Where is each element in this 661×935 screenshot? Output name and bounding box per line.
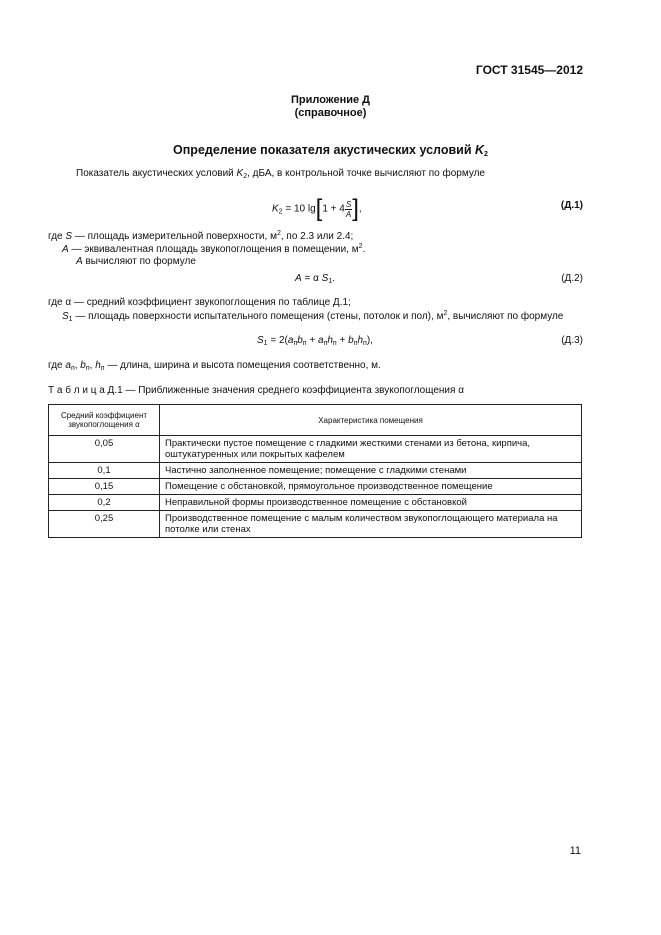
eq2-lhs: A bbox=[295, 273, 302, 284]
table-cell-description: Практически пустое помещение с гладкими жесткими стенами из бетона, кирпича, оштукатуренных или покрытых кафелем bbox=[160, 436, 582, 463]
eq3-close: ), bbox=[366, 335, 373, 346]
table-row bbox=[49, 511, 582, 538]
table-caption-label: Т а б л и ц а Д.1 bbox=[48, 385, 123, 396]
eq1-numerator: S bbox=[345, 199, 352, 209]
table-header-alpha: Средний коэффициент звукопоглощения α bbox=[49, 405, 160, 436]
where1-text2: — эквивалентная площадь звукопоглощения в помещении, м bbox=[68, 244, 359, 255]
document-code: ГОСТ 31545—2012 bbox=[475, 63, 583, 77]
where3-sh: п bbox=[100, 365, 105, 372]
where2-text2: — площадь поверхности испытательного помещения (стены, потолок и пол), м bbox=[72, 311, 444, 322]
where1-text: — площадь измерительной поверхности, м bbox=[72, 231, 277, 242]
where2-text: — средний коэффициент звукопоглощения по таблице Д.1; bbox=[71, 297, 351, 308]
table-cell-alpha: 0,2 bbox=[49, 495, 160, 511]
where3-a: a bbox=[65, 360, 71, 371]
table-cell-alpha: 0,1 bbox=[49, 463, 160, 479]
eq1-lhs-sub: 2 bbox=[278, 208, 283, 216]
eq2-sub: 1 bbox=[328, 278, 333, 285]
where2-sym: S bbox=[62, 311, 69, 322]
table-row bbox=[49, 463, 582, 479]
where2-post: , вычисляют по формуле bbox=[447, 311, 564, 322]
table-cell-description: Неправильной формы производственное помещение с обстановкой bbox=[160, 495, 582, 511]
eq3-s6: п bbox=[363, 340, 367, 347]
table-header-description: Характеристика помещения bbox=[160, 405, 582, 436]
eq2-sym: S bbox=[321, 273, 329, 284]
where1-line1 bbox=[48, 230, 353, 242]
intro-text: Показатель акустических условий bbox=[76, 168, 237, 179]
eq2-tail: . bbox=[332, 273, 335, 284]
equation-number-d2: (Д.2) bbox=[561, 273, 583, 284]
where1-sym-s: S bbox=[65, 231, 73, 242]
where3-prefix: где bbox=[48, 360, 66, 371]
intro-subscript: 2 bbox=[243, 173, 248, 180]
where1-sup: 2 bbox=[276, 230, 281, 237]
where3-text: — длина, ширина и высота помещения соответственно, м. bbox=[104, 360, 381, 371]
intro-text-end: , дБА, в контрольной точке вычисляют по формуле bbox=[247, 168, 485, 179]
eq1-tail: , bbox=[358, 203, 362, 215]
where2-line1 bbox=[48, 297, 351, 308]
where3-b: b bbox=[80, 360, 86, 371]
eq3-h2: h bbox=[357, 335, 364, 346]
table-cell-description: Производственное помещение с малым количеством звукопоглощающего материала на потолке или стенах bbox=[160, 511, 582, 538]
table-cell-alpha: 0,25 bbox=[49, 511, 160, 538]
equation-d1 bbox=[272, 195, 362, 223]
where3-h: h bbox=[95, 360, 101, 371]
equation-d2 bbox=[295, 273, 335, 285]
eq3-plus1: + bbox=[306, 335, 318, 346]
equation-d3 bbox=[257, 335, 373, 347]
eq1-lhs: K bbox=[272, 203, 279, 215]
eq2-mid: = α bbox=[301, 273, 322, 284]
eq3-a1: a bbox=[287, 335, 294, 346]
where1-prefix: где bbox=[48, 231, 66, 242]
equation-number-d1: (Д.1) bbox=[560, 200, 583, 211]
eq3-a2: a bbox=[318, 335, 324, 346]
paragraph-intro bbox=[76, 168, 485, 180]
table-caption bbox=[48, 385, 464, 396]
eq1-inner: 1 + 4 bbox=[322, 203, 345, 215]
eq1-denominator: A bbox=[345, 209, 352, 219]
appendix-title: Приложение Д bbox=[291, 94, 370, 106]
appendix-type: (справочное) bbox=[294, 107, 367, 119]
table-header-row bbox=[49, 405, 582, 436]
section-title-symbol: K bbox=[475, 143, 485, 157]
table-cell-alpha: 0,15 bbox=[49, 479, 160, 495]
where1-post2: . bbox=[362, 244, 366, 255]
table-row bbox=[49, 479, 582, 495]
eq1-open-bracket: [ bbox=[315, 195, 323, 222]
section-title bbox=[0, 143, 661, 158]
where2-prefix: где α bbox=[48, 297, 72, 308]
where3-c2: , bbox=[89, 360, 96, 371]
where1-sup2: 2 bbox=[358, 243, 363, 250]
section-title-text: Определение показателя акустических условий bbox=[173, 143, 472, 157]
table-cell-description: Частично заполненное помещение; помещение с гладкими стенами bbox=[160, 463, 582, 479]
eq3-b2: b bbox=[348, 335, 354, 346]
eq3-s2: п bbox=[302, 340, 307, 347]
absorption-table bbox=[48, 404, 582, 538]
eq3-s5: п bbox=[353, 340, 358, 347]
where2-sup: 2 bbox=[443, 310, 448, 317]
table-row bbox=[49, 495, 582, 511]
eq3-plus2: + bbox=[336, 335, 349, 346]
eq3-lhs-sub: 1 bbox=[263, 340, 268, 347]
where1-sym-a: A bbox=[62, 244, 69, 255]
where2-sub: 1 bbox=[68, 316, 73, 323]
where3-sb: п bbox=[85, 365, 90, 372]
where3-sa: п bbox=[70, 365, 75, 372]
intro-symbol: K bbox=[236, 168, 244, 179]
section-title-subscript: 2 bbox=[484, 151, 488, 158]
equation-number-d3: (Д.3) bbox=[561, 335, 583, 346]
eq3-lhs: S bbox=[257, 335, 264, 346]
where1-line2 bbox=[62, 243, 365, 255]
where1-sym-a2: A bbox=[76, 256, 83, 267]
eq3-b1: b bbox=[297, 335, 303, 346]
eq1-close-bracket: ] bbox=[352, 195, 359, 222]
where3-line bbox=[48, 360, 381, 372]
table-cell-alpha: 0,05 bbox=[49, 436, 160, 463]
eq3-eq: = 2( bbox=[267, 335, 288, 346]
eq3-s3: п bbox=[323, 340, 328, 347]
where2-line2 bbox=[62, 310, 563, 323]
eq3-s1: п bbox=[293, 340, 298, 347]
where1-text3: вычисляют по формуле bbox=[82, 256, 196, 267]
where1-line3 bbox=[76, 256, 196, 267]
eq3-s4: п bbox=[332, 340, 337, 347]
page-number: 11 bbox=[569, 845, 581, 857]
where3-c1: , bbox=[74, 360, 81, 371]
eq1-lg: = 10 lg bbox=[282, 203, 316, 215]
eq3-h1: h bbox=[327, 335, 333, 346]
table-row bbox=[49, 436, 582, 463]
table-caption-text: — Приближенные значения среднего коэффициента звукопоглощения α bbox=[122, 385, 464, 396]
table-cell-description: Помещение с обстановкой, прямоугольное производственное помещение bbox=[160, 479, 582, 495]
where1-post: , по 2.3 или 2.4; bbox=[280, 231, 354, 242]
